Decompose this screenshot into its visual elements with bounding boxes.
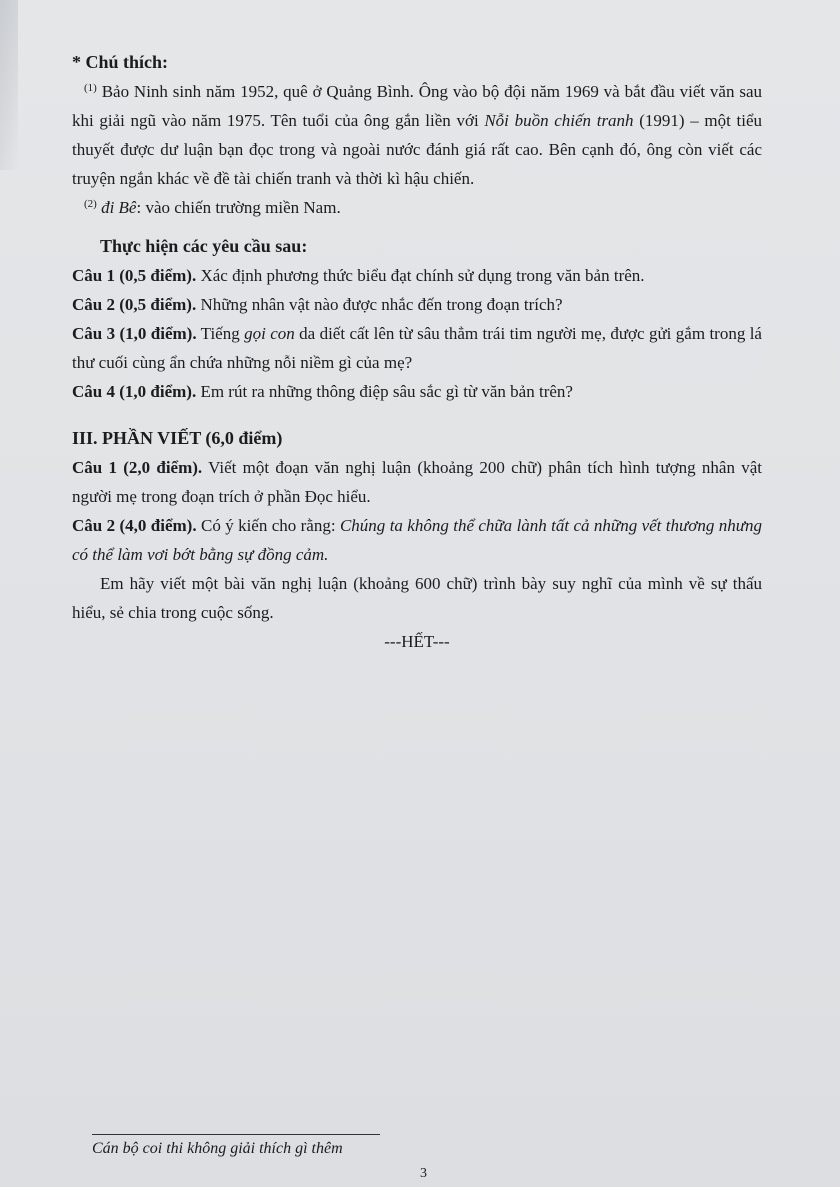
reading-question-3-text-a: Tiếng: [196, 324, 245, 343]
note-1-book-title: Nỗi buồn chiến tranh: [484, 111, 634, 130]
page-shadow-edge: [0, 0, 18, 170]
reading-question-4: [72, 377, 762, 406]
writing-question-2-quote: Chúng ta không thể chữa lành tất cả những vết thương nhưng có thể làm vơi bớt bằng sự đồng cảm.: [72, 516, 762, 564]
note-2-marker: (2): [84, 198, 97, 210]
reading-question-4-label: Câu 4 (1,0 điểm).: [72, 382, 197, 401]
reading-question-1: [72, 261, 762, 290]
note-2: [72, 193, 762, 222]
writing-question-2-task: Em hãy viết một bài văn nghị luận (khoảng 600 chữ) trình bày suy nghĩ của mình về sự thấu hiểu, sẻ chia trong cuộc sống.: [72, 574, 762, 622]
reading-question-1-label: Câu 1 (0,5 điểm).: [72, 266, 197, 285]
reading-question-2-label: Câu 2 (0,5 điểm).: [72, 295, 197, 314]
note-2-term: đi Bê: [101, 198, 137, 217]
end-mark: ---HẾT---: [384, 632, 450, 651]
reading-question-3: [72, 319, 762, 377]
reading-question-3-italic: gọi con: [244, 324, 295, 343]
reading-question-2-text: Những nhân vật nào được nhắc đến trong đoạn trích?: [196, 295, 563, 314]
writing-question-2-text: Có ý kiến cho rằng:: [196, 516, 340, 535]
note-1-marker: (1): [84, 82, 97, 94]
writing-question-2-label: Câu 2 (4,0 điểm).: [72, 516, 197, 535]
reading-question-3-text-b: da diết cất lên từ sâu thẳm trái tim người mẹ, được gửi gắm trong lá thư cuối cùng ẩn chứa những nỗi niềm gì của mẹ?: [72, 324, 762, 372]
note-1-text-b: (1991) – một tiểu thuyết được dư luận bạn đọc trong và ngoài nước đánh giá rất cao. Bên cạnh đó, ông còn viết các truyện ngắn khác về đề tài chiến tranh và thời kì hậu chiến.: [72, 111, 762, 188]
page-content: [72, 48, 762, 656]
note-1-text-a: Bảo Ninh sinh năm 1952, quê ở Quảng Bình. Ông vào bộ đội năm 1969 và bắt đầu viết văn sau khi giải ngũ vào năm 1975. Tên tuổi của ông gắn liền với: [72, 82, 762, 130]
note-1: [72, 77, 762, 193]
tasks-heading: Thực hiện các yêu cầu sau:: [100, 236, 308, 256]
writing-question-1-label: Câu 1 (2,0 điểm).: [72, 458, 203, 477]
writing-question-1: [72, 453, 762, 511]
notes-heading: * Chú thích:: [72, 52, 169, 72]
footer-note: Cán bộ coi thi không giải thích gì thêm: [92, 1140, 343, 1157]
footer-divider: [92, 1134, 380, 1135]
page-number: 3: [420, 1166, 427, 1181]
writing-section-heading: III. PHẦN VIẾT (6,0 điểm): [72, 428, 283, 448]
writing-question-2: [72, 511, 762, 569]
reading-question-2: [72, 290, 762, 319]
writing-question-1-text: Viết một đoạn văn nghị luận (khoảng 200 chữ) phân tích hình tượng nhân vật người mẹ trong đoạn trích ở phần Đọc hiểu.: [72, 458, 762, 506]
reading-question-1-text: Xác định phương thức biểu đạt chính sử dụng trong văn bản trên.: [196, 266, 645, 285]
reading-question-3-label: Câu 3 (1,0 điểm).: [72, 324, 197, 343]
note-2-text: : vào chiến trường miền Nam.: [136, 198, 341, 217]
reading-question-4-text: Em rút ra những thông điệp sâu sắc gì từ văn bản trên?: [196, 382, 573, 401]
